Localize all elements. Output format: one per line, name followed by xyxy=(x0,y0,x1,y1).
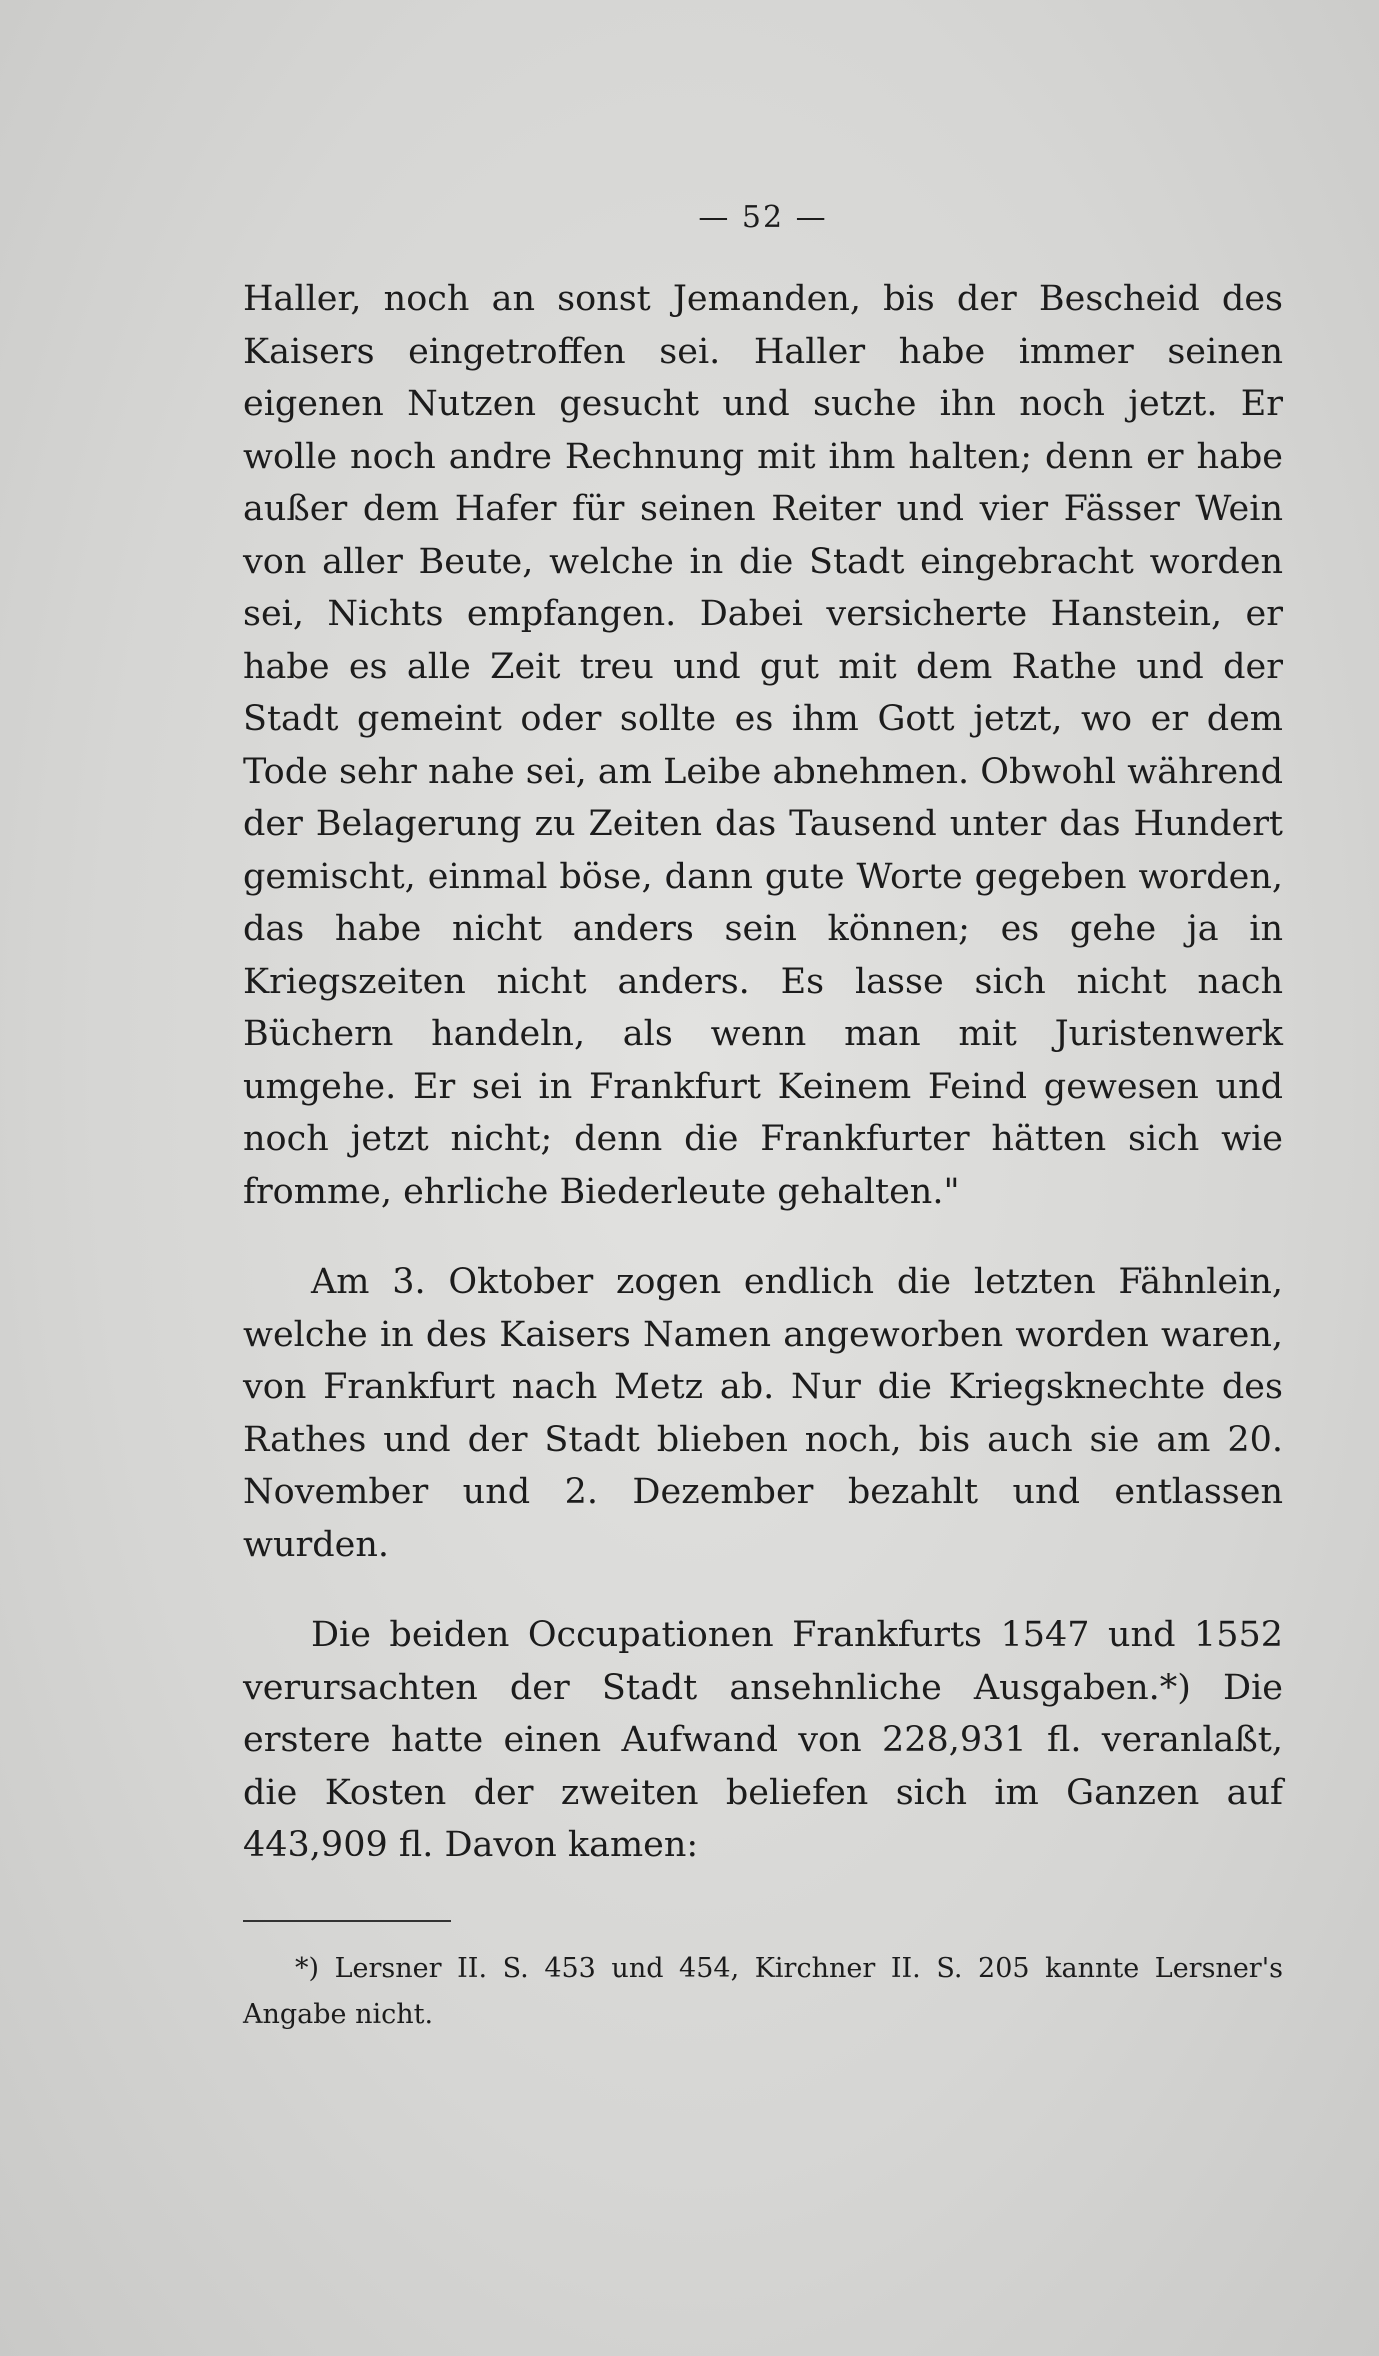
book-page xyxy=(243,200,1283,2038)
paragraph-october: Am 3. Oktober zogen endlich die letzten Fähnlein, welche in des Kaisers Namen angeworben worden waren, von Frankfurt nach Metz ab. Nur die Kriegsknechte des Rathes und der Stadt blieben noch, bis auch sie am 20. November und 2. Dezember bezahlt und entlassen wurden. xyxy=(243,1262,1283,1565)
paragraph-occupations: Die beiden Occupationen Frankfurts 1547 und 1552 verursachten der Stadt ansehnliche Ausgaben.*) Die erstere hatte einen Aufwand von 228,931 fl. veranlaßt, die Kosten der zweiten beliefen sich im Ganzen auf 443,909 fl. Davon kamen: xyxy=(243,1615,1283,1865)
page-number: — 52 — xyxy=(698,200,828,235)
footnote: *) Lersner II. S. 453 und 454, Kirchner II. S. 205 kannte Lersner's Angabe nicht. xyxy=(243,1952,1283,2030)
footnote-divider xyxy=(243,1920,451,1922)
paragraph-continued: Haller, noch an sonst Jemanden, bis der Bescheid des Kaisers eingetroffen sei. Haller habe immer seinen eigenen Nutzen gesucht und suche ihn noch jetzt. Er wolle noch andre Rechnung mit ihm halten; denn er habe außer dem Hafer für seinen Reiter und vier Fässer Wein von aller Beute, welche in die Stadt eingebracht worden sei, Nichts empfangen. Dabei versicherte Hanstein, er habe es alle Zeit treu und gut mit dem Rathe und der Stadt gemeint oder sollte es ihm Gott jetzt, wo er dem Tode sehr nahe sei, am Leibe abnehmen. Obwohl während der Belagerung zu Zeiten das Tausend unter das Hundert gemischt, einmal böse, dann gute Worte gegeben worden, das habe nicht anders sein können; es gehe ja in Kriegszeiten nicht anders. Es lasse sich nicht nach Büchern handeln, als wenn man mit Juristenwerk umgehe. Er sei in Frankfurt Keinem Feind gewesen und noch jetzt nicht; denn die Frankfurter hätten sich wie fromme, ehrliche Biederleute gehalten." xyxy=(243,279,1284,1212)
